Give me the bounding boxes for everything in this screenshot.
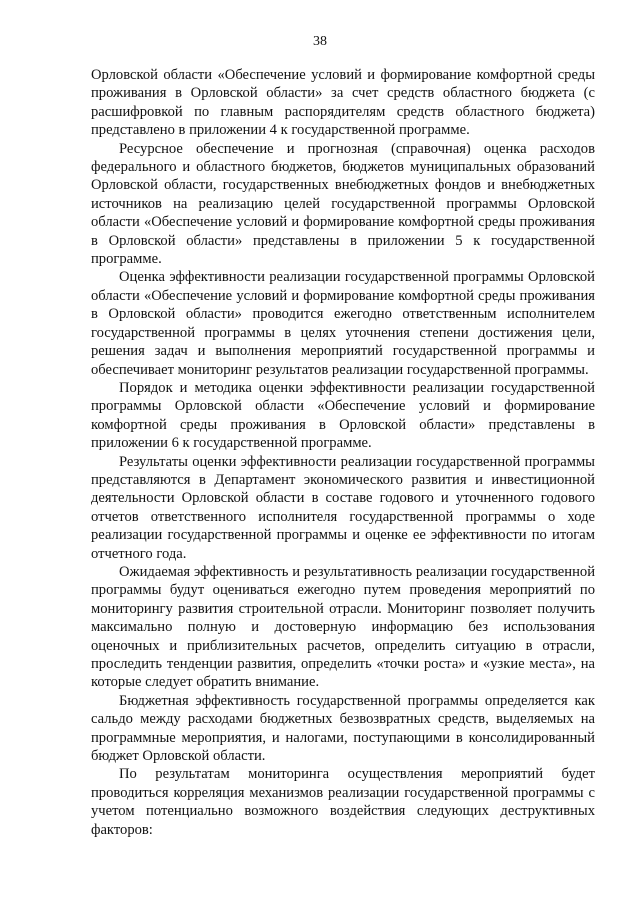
paragraph-resource-provision: Ресурсное обеспечение и прогнозная (справочная) оценка расходов федерального и областного бюджетов, бюджетов муниципальных образований Орловской области, государственных внебюджетных фондов и внебюджетных источников на реализацию целей государственной программы Орловской области «Обеспечение условий и формирование комфортной среды проживания в Орловской области» представлены в приложении 5 к государственной программе. xyxy=(91,140,595,268)
paragraph-budget-efficiency: Бюджетная эффективность государственной программы определяется как сальдо между расходами бюджетных безвозвратных средств, выделяемых на программные мероприятия, и налогами, поступающими в консолидированный бюджет Орловской области. xyxy=(91,692,595,765)
paragraph-assessment-methodology: Порядок и методика оценки эффективности реализации государственной программы Орловской области «Обеспечение условий и формирование комфортной среды проживания в Орловской области» представлены в приложении 6 к государственной программе. xyxy=(91,379,595,452)
paragraph-expected-effectiveness: Ожидаемая эффективность и результативность реализации государственной программы будут оцениваться ежегодно путем проведения мероприятий по мониторингу развития строительной отрасли. Мониторинг позволяет получить максимально полную и достоверную информацию без использования оценочных и приблизительных расчетов, определить ситуацию в отрасли, проследить тенденции развития, определить «точки роста» и «узкие места», на которые следует обратить внимание. xyxy=(91,563,595,691)
paragraph-continuation: Орловской области «Обеспечение условий и формирование комфортной среды проживания в Орловской области» за счет средств областного бюджета (с расшифровкой по главным распорядителям средств областного бюджета) представлено в приложении 4 к государственной программе. xyxy=(91,67,595,139)
page-number: 38 xyxy=(313,34,327,49)
paragraph-efficiency-assessment: Оценка эффективности реализации государственной программы Орловской области «Обеспечение условий и формирование комфортной среды проживания в Орловской области» проводится ежегодно ответственным исполнителем государственной программы в целях уточнения степени достижения цели, решения задач и выполнения мероприятий государственной программы и обеспечивает мониторинг результатов реализации государственной программы. xyxy=(91,269,595,378)
paragraph-assessment-results: Результаты оценки эффективности реализации государственной программы представляются в Департамент экономического развития и инвестиционной деятельности Орловской области в составе годового и уточненного годового отчетов ответственного исполнителя государственной программы о ходе реализации государственной программы и оценке ее эффективности по итогам отчетного года. xyxy=(91,453,595,562)
paragraph-monitoring-results: По результатам мониторинга осуществления мероприятий будет проводиться корреляция механизмов реализации государственной программы с учетом потенциально возможного воздействия следующих деструктивных факторов: xyxy=(91,766,595,838)
document-body xyxy=(91,66,595,839)
